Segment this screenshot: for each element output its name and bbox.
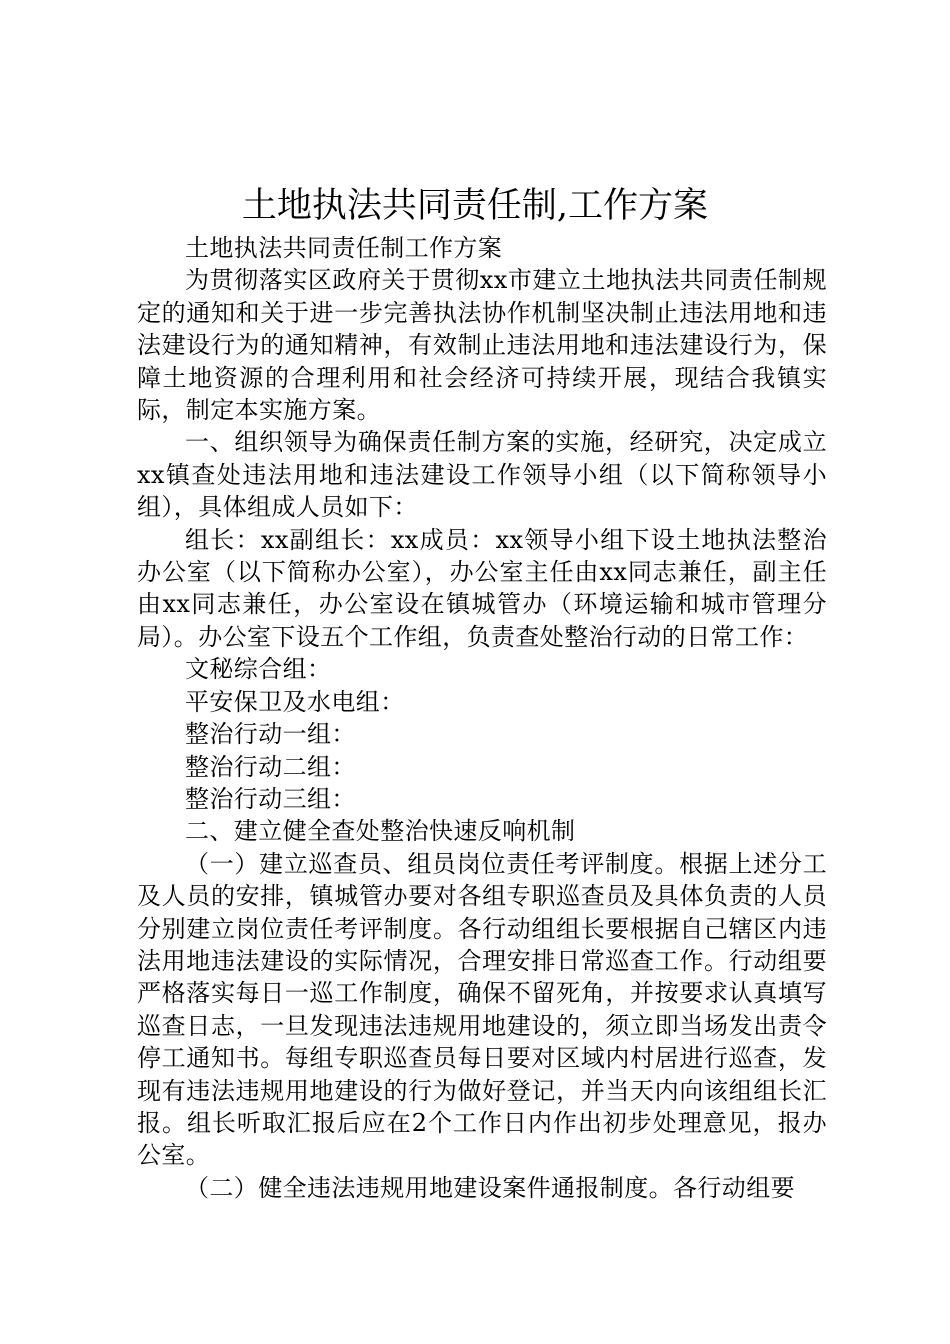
intro-paragraph: 为贯彻落实区政府关于贯彻xx市建立土地执法共同责任制规定的通知和关于进一步完善执法协作机制坚决制止违法用地和违法建设行为的通知精神，有效制止违法用地和违法建设行为，保障土地资源的合理利用和社会经济可持续开展，现结合我镇实际，制定本实施方案。 [137,266,827,425]
subsection-2-paragraph: （二）健全违法违规用地建设案件通报制度。各行动组要 [185,1173,795,1202]
section-2-heading: 二、建立健全查处整治快速反响机制 [185,817,576,846]
subtitle-paragraph: 土地执法共同责任制工作方案 [185,234,503,262]
document-title: 土地执法共同责任制,工作方案 [241,186,709,226]
members-paragraph: 组长：xx副组长：xx成员：xx领导小组下设土地执法整治办公室（以下简称办公室），办公室主任由xx同志兼任，副主任由xx同志兼任，办公室设在镇城管办（环境运输和城市管理分局）。办公室下设五个工作组，负责查处整治行动的日常工作： [137,525,827,651]
group-item: 平安保卫及水电组： [185,687,405,716]
document-body [137,232,827,1204]
section-1-paragraph: 一、组织领导为确保责任制方案的实施，经研究，决定成立xx镇查处违法用地和违法建设工作领导小组（以下简称领导小组），具体组成人员如下： [137,428,827,522]
group-item: 整治行动一组： [185,720,356,749]
group-item: 整治行动三组： [185,784,356,813]
subsection-1-paragraph: （一）建立巡查员、组员岗位责任考评制度。根据上述分工及人员的安排，镇城管办要对各组专职巡查员及具体负责的人员分别建立岗位责任考评制度。各行动组组长要根据自己辖区内违法用地违法建设的实际情况，合理安排日常巡查工作。行动组要严格落实每日一巡工作制度，确保不留死角，并按要求认真填写巡查日志，一旦发现违法违规用地建设的，须立即当场发出责令停工通知书。每组专职巡查员每日要对区域内村居进行巡查，发现有违法违规用地建设的行为做好登记，并当天内向该组组长汇报。组长听取汇报后应在2个工作日内作出初步处理意见，报办公室。 [137,849,827,1170]
group-item: 文秘综合组： [185,655,332,684]
group-item: 整治行动二组： [185,752,356,781]
